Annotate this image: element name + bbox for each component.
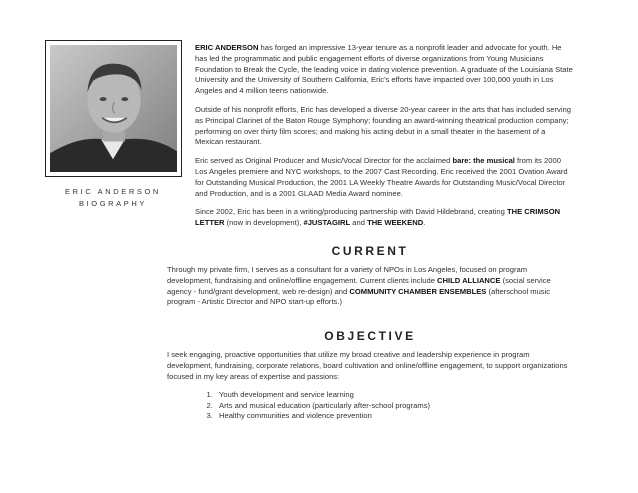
bio-name: ERIC ANDERSON xyxy=(195,43,259,52)
portrait-frame xyxy=(45,40,182,177)
portrait-photo xyxy=(50,45,177,172)
current-section xyxy=(167,244,573,308)
bio-paragraph-4 xyxy=(195,207,573,229)
bio-paragraph-2 xyxy=(195,105,573,148)
bio-paragraph-3 xyxy=(195,156,573,199)
list-item: 3. Healthy communities and violence prevention xyxy=(215,411,573,421)
bio-work-3: THE WEEKEND xyxy=(367,218,424,228)
bio-text-4d: . xyxy=(423,218,426,228)
sidebar-subtitle: BIOGRAPHY xyxy=(79,199,147,208)
client-2: COMMUNITY CHAMBER ENSEMBLES xyxy=(349,286,487,296)
objective-paragraph: I seek engaging, proactive opportunities that utilize my broad creative and leadership experience in program development, fundraising, corporate relations, board cultivation and online/offline engagement, to support organizations focused in my key areas of expertise and passions: xyxy=(167,350,568,381)
bio-text-3a: Eric served as Original Producer and Music/Vocal Director for the acclaimed xyxy=(195,156,453,166)
current-paragraph xyxy=(167,265,573,308)
list-item: 2. Arts and musical education (particularly after-school programs) xyxy=(215,401,573,411)
current-text-b: (social service agency - fund/grant development, web re-design) and xyxy=(167,275,551,296)
current-heading: CURRENT xyxy=(331,244,409,258)
bio-text-4a: Since 2002, Eric has been in a writing/producing partnership with David Hildebrand, creating xyxy=(195,207,507,217)
biography-section xyxy=(195,43,573,229)
objective-list xyxy=(167,390,573,421)
bio-text-2: Outside of his nonprofit efforts, Eric has developed a diverse 20-year career in the arts that has included serving as Principal Clarinet of the Baton Rouge Symphony; founding an award-winning theatrical production company; performing on over thirty film scores; and making his acting debut in a small theater in the basement of a Mexican restaurant. xyxy=(195,104,571,147)
bio-text-4b: (now in development), xyxy=(224,218,304,228)
bio-text-3b: from its 2000 Los Angeles premiere and NYC workshops, to the 2007 Cast Recording. Eric received the 2001 Ovation Award for Outstanding Musical Production, the 2001 LA Weekly Theatre Awards for Outstanding Music/Vocal Director and Production, and is a 2001 GLAAD Media Award nominee. xyxy=(195,156,568,198)
objective-heading: OBJECTIVE xyxy=(324,329,416,343)
current-text-a: Through my private firm, I serves as a consultant for a variety of NPOs in Los Angeles, focused on program development, fundraising and online/offline engagement. Current clients include xyxy=(167,265,528,285)
bio-work-1: THE CRIMSON LETTER xyxy=(195,207,561,228)
bio-text-4c: and xyxy=(350,218,368,228)
bio-show-title: bare: the musical xyxy=(452,156,515,166)
list-item: 1. Youth development and service learning xyxy=(215,390,573,400)
objective-section xyxy=(167,329,573,422)
bio-work-2: #JUSTAGIRL xyxy=(303,218,351,228)
sidebar-name: ERIC ANDERSON xyxy=(65,187,161,196)
bio-paragraph-1 xyxy=(195,43,573,97)
bio-text-1: has forged an impressive 13-year tenure as a nonprofit leader and advocate for youth. He has led the programmatic and public engagement efforts of diverse organizations from Young Musicians Foundation to Break the Cycle, the leading voice in dating violence prevention. A graduate of the Louisiana State University and the University of Southern California, Eric's efforts have impacted over 100,000 youth in Los Angeles and 4 million teens nationwide. xyxy=(195,43,573,96)
client-1: CHILD ALLIANCE xyxy=(437,275,501,285)
current-text-c: (afterschool music program - Artistic Director and NPO start-up efforts.) xyxy=(167,286,551,307)
